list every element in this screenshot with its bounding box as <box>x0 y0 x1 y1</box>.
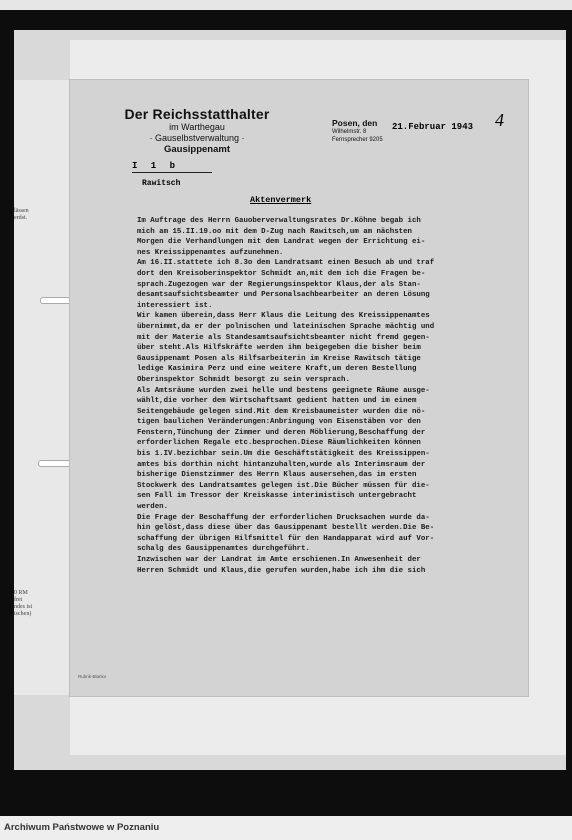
body-line: Herren Schmidt und Klaus,die gerufen wurden,habe ich ihm die sich <box>137 566 426 575</box>
letterhead-dept: Gausippenamt <box>164 144 230 155</box>
left-page-edge <box>14 80 74 695</box>
body-line: interessiert ist. <box>137 301 213 310</box>
body-line: Wir kamen überein,dass Herr Klaus die Leitung des Kreissippenamtes <box>137 312 430 321</box>
address-block <box>332 118 383 144</box>
body-line: hin gelöst,dass diese über das Gausippenamt bestellt werden.Die Be- <box>137 524 435 533</box>
body-line: erforderlichen Regale etc.besprochen.Diese Räumlichkeiten können <box>137 439 421 448</box>
body-line: dort den Kreisoberinspektor Schmidt an,mit dem ich die Fragen be- <box>137 269 426 278</box>
form-footer: Rubrik-Blanko <box>78 674 107 679</box>
left-fragment-top: lässen erdst. <box>14 208 29 221</box>
body-line: über steht.Als Hilfskräfte werden ihm beigegeben die bisher beim <box>137 344 421 353</box>
body-line: sen Fall im Tressor der Kreiskasse interimistisch untergebracht <box>137 492 417 501</box>
body-line: Gausippenamt Posen als Hilfsarbeiterin im Kreise Rawitsch tätige <box>137 354 421 363</box>
body-line: Die Frage der Beschaffung der erforderlichen Drucksachen wurde da- <box>137 513 430 522</box>
letterhead-sub2: · Gauselbstverwaltung · <box>149 133 245 143</box>
left-fragment-bottom: 0 RM frei ndes ist ischen) <box>14 590 33 617</box>
body-line: wählt,die vorher dem Wirtschaftsamt gedient hatten und im einem <box>137 397 417 406</box>
body-line: werden. <box>137 503 169 512</box>
body-line: mich am 15.II.19.oo mit dem D-Zug nach Rawitsch,um am nächsten <box>137 227 412 236</box>
body-line: desamtsaufsichtsbeamter und Personalsachbearbeiter an deren Lösung <box>137 291 430 300</box>
body-line: Am 16.II.stattete ich 8.3o dem Landratsamt einen Besuch ab und traf <box>137 259 435 268</box>
body-line: tigen baulichen Veränderungen:Anbringung von Eisenstäben vor den <box>137 418 421 427</box>
document-title: Aktenvermerk <box>250 195 312 205</box>
document-date: 21.Februar 1943 <box>392 122 474 132</box>
body-line: mit der Materie als Standesamtsaufsichtsbeamter nicht fremd gegen- <box>137 333 430 342</box>
body-line: amtes bis dorthin nicht hintanzuhalten,wurde als Interimsraum der <box>137 460 426 469</box>
body-line: sprach.Zugezogen war der Regierungsinspektor Klaus,der als Stan- <box>137 280 421 289</box>
handwritten-page-number: 4 <box>495 110 504 130</box>
body-line: Als Amtsräume wurden zwei helle und bestens geeignete Räume ausge- <box>137 386 430 395</box>
body-line: Im Auftrage des Herrn Gauoberverwaltungsrates Dr.Köhne begab ich <box>137 217 421 225</box>
body-line: bis 1.IV.bezichbar sein.Um die Geschäftstätigkeit des Kreissippen- <box>137 450 430 459</box>
body-line: schaffung der übrigen Hilfsmittel für den Handapparat wird auf Vor- <box>137 534 435 543</box>
document-page <box>70 80 528 696</box>
top-bar <box>0 0 572 10</box>
document-body <box>137 216 521 576</box>
letterhead <box>97 106 297 156</box>
office-underline <box>132 172 212 173</box>
body-line: nes Kreissippenamtes aufzunehmen. <box>137 248 284 257</box>
office-place: Rawitsch <box>142 179 181 188</box>
body-line: Inzwischen war der Landrat im Amte erschienen.In Anwesenheit der <box>137 556 421 564</box>
archive-label: Archiwum Państwowe w Poznaniu <box>0 816 572 840</box>
body-line: bisherige Dienstzimmer des Herrn Klaus ausersehen,das im ersten <box>137 471 417 480</box>
letterhead-sub1: im Warthegau <box>169 122 225 132</box>
body-line: Morgen die Verhandlungen mit dem Landrat wegen der Errichtung ei- <box>137 238 426 247</box>
body-line: schalg des Gausippenamtes durchgeführt. <box>137 545 310 554</box>
address-city: Posen, den <box>332 118 378 128</box>
body-line: Seitengebäude gelegen sind.Mit dem Kreisbaumeister wurden die nö- <box>137 407 426 416</box>
office-code: I 1 b <box>132 161 180 171</box>
address-street: Wilhelmstr. 8 <box>332 129 367 135</box>
body-line: übernimmt,da er der polnischen und lateinischen Sprache mächtig und <box>137 322 435 331</box>
letterhead-title: Der Reichsstatthalter <box>124 106 270 122</box>
body-line: ledige Kasimira Perz und eine weitere Kraft,um deren Bestellung <box>137 365 417 374</box>
address-phone: Fernsprecher 9205 <box>332 137 383 143</box>
body-line: Stockwerk des Landratsamtes gelegen ist.Die Bücher müssen für die- <box>137 481 430 490</box>
body-line: Fenstern,Tünchung der Zimmer und deren Möblierung,Beschaffung der <box>137 428 426 437</box>
body-line: Oberinspektor Schmidt besorgt zu sein versprach. <box>137 375 350 384</box>
